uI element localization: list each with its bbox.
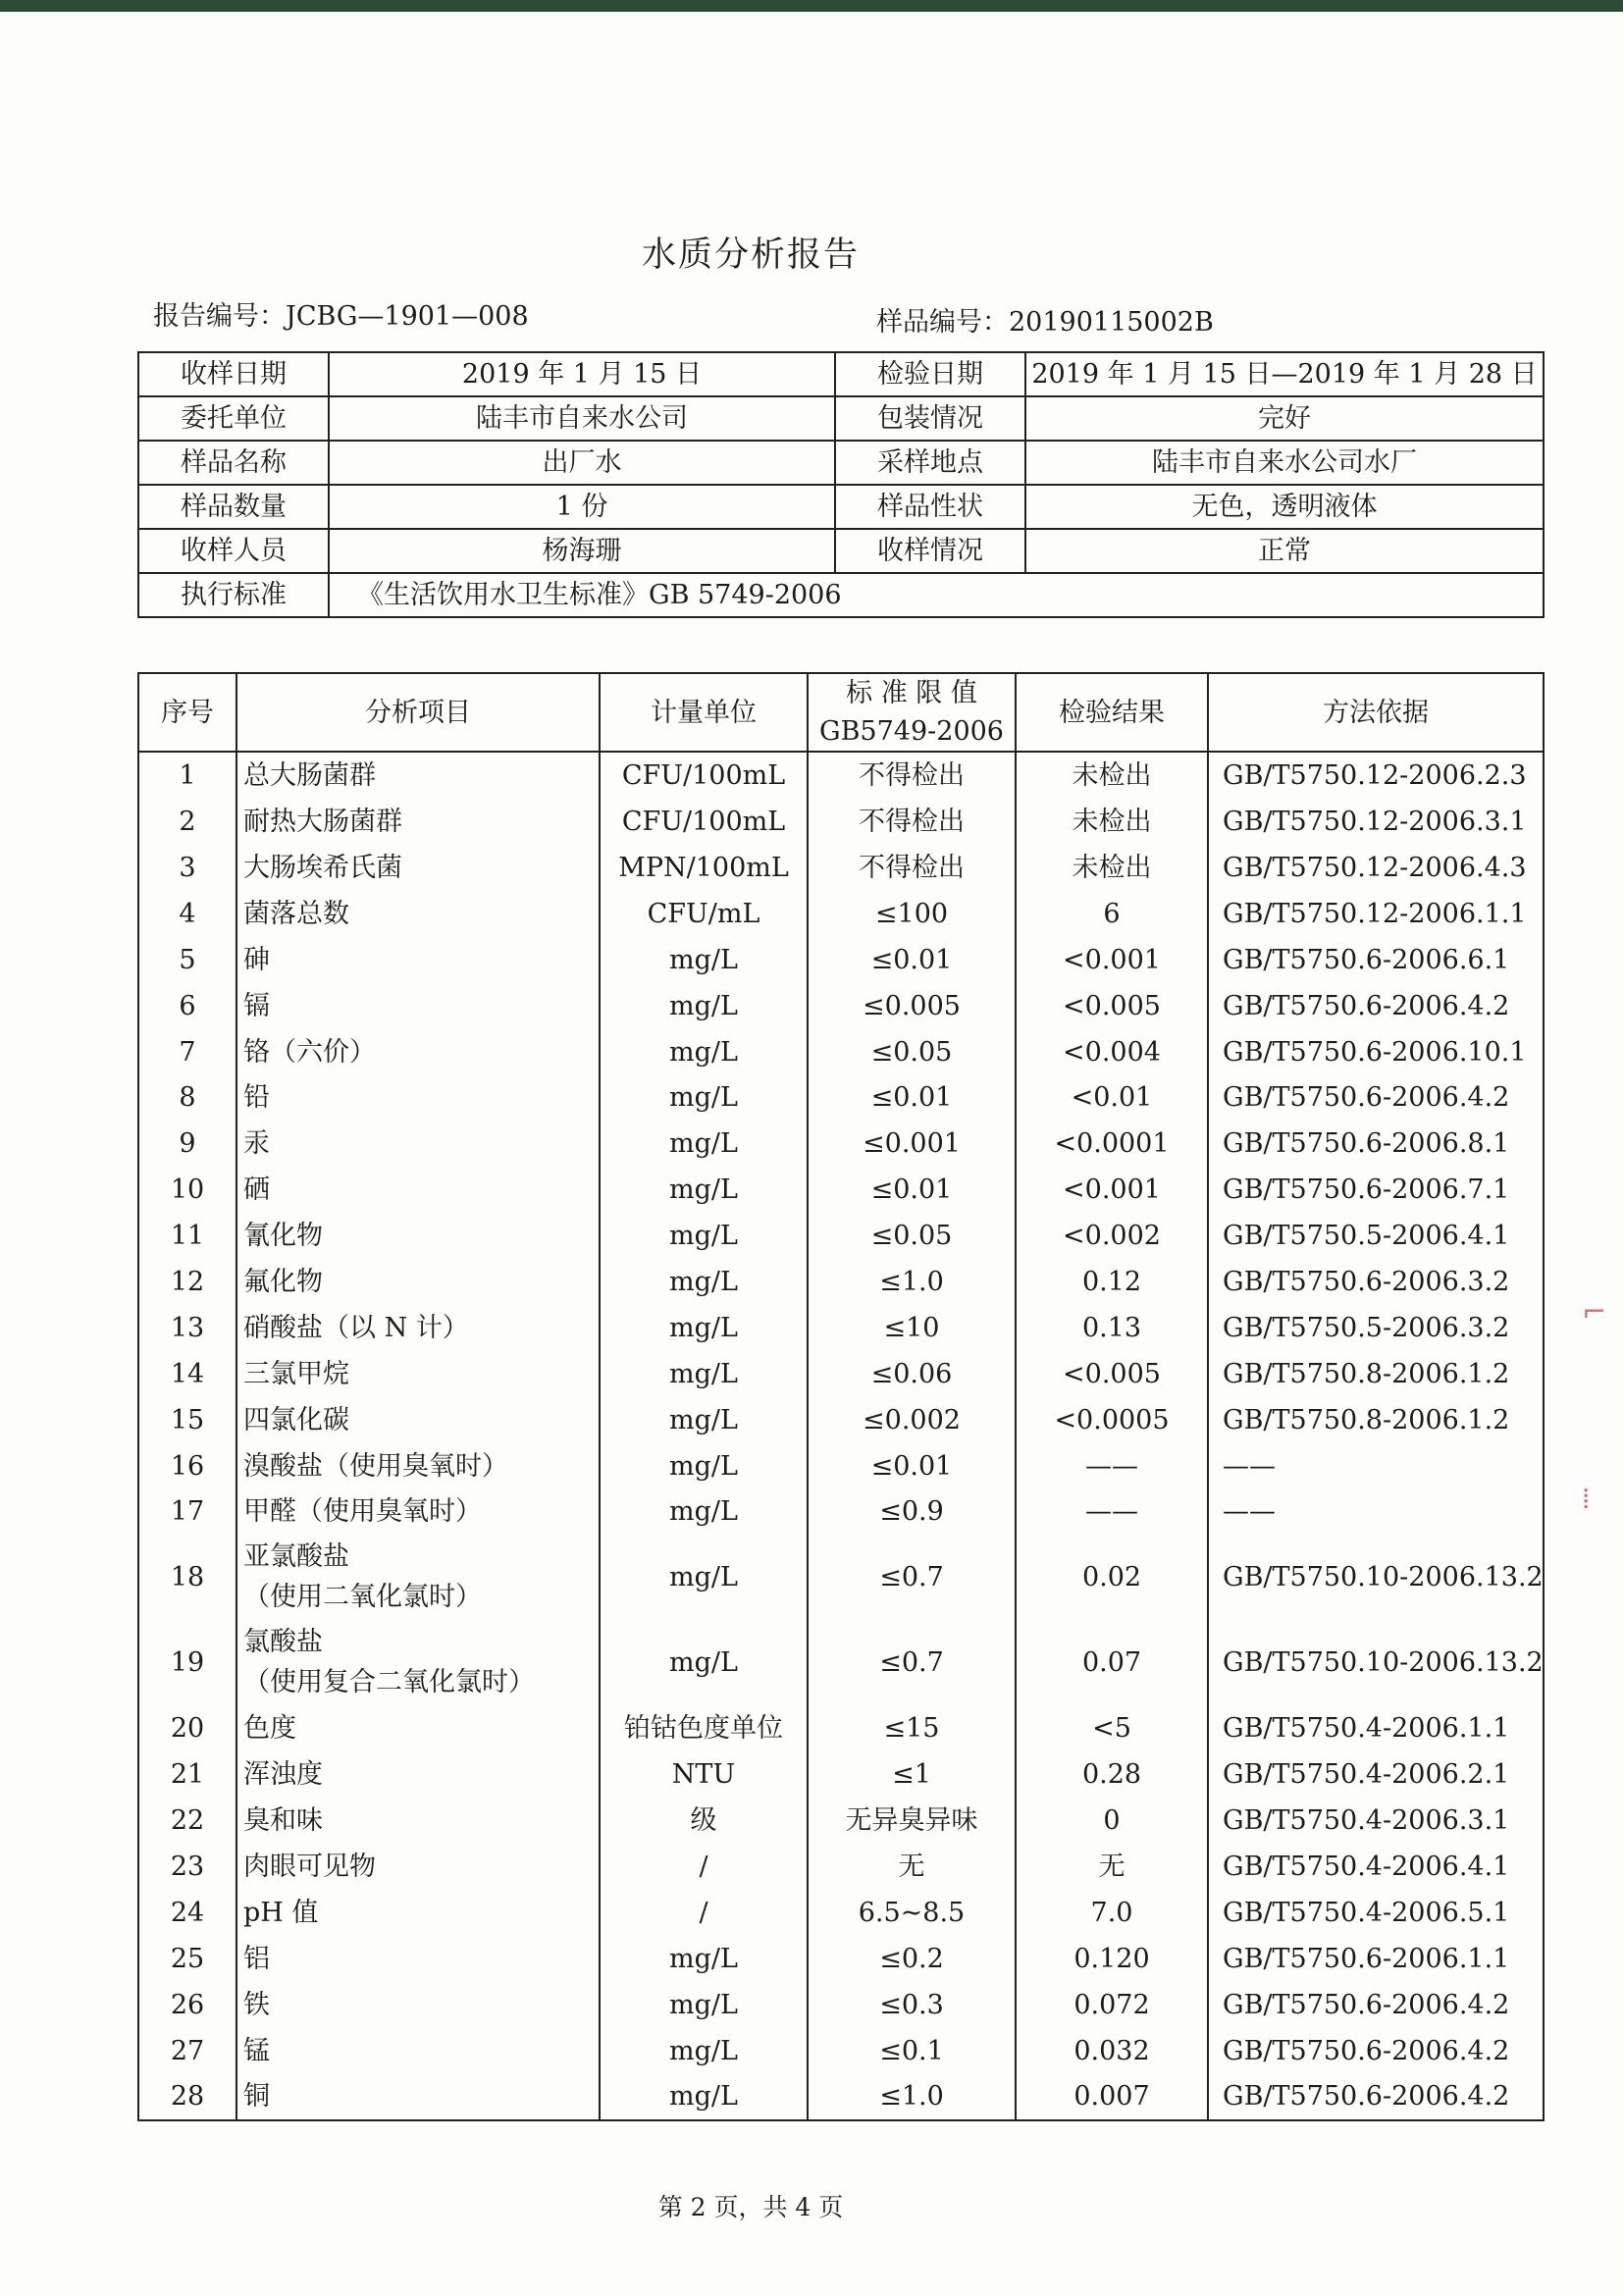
info-label: 收样日期 — [138, 352, 329, 396]
item-name: 硝酸盐（以 N 计） — [236, 1305, 600, 1351]
red-stamp-mark: ⌐ — [1582, 1295, 1607, 1330]
method-basis: GB/T5750.12-2006.3.1 — [1208, 799, 1544, 845]
test-result: 7.0 — [1016, 1890, 1208, 1936]
standard-limit: ≤0.7 — [808, 1535, 1016, 1620]
table-row — [138, 1121, 1544, 1167]
item-name: 耐热大肠菌群 — [236, 799, 600, 845]
row-number: 18 — [138, 1535, 236, 1620]
row-number: 23 — [138, 1844, 236, 1890]
unit: 级 — [600, 1798, 808, 1844]
standard-limit: 不得检出 — [808, 752, 1016, 799]
method-basis: GB/T5750.4-2006.2.1 — [1208, 1751, 1544, 1798]
table-row — [138, 1535, 1544, 1620]
item-name: 氟化物 — [236, 1259, 600, 1305]
info-row — [138, 529, 1544, 573]
standard-limit: ≤15 — [808, 1705, 1016, 1751]
header-no: 序号 — [138, 673, 236, 752]
row-number: 22 — [138, 1798, 236, 1844]
test-result: 0.07 — [1016, 1620, 1208, 1705]
info-label: 包装情况 — [835, 396, 1025, 441]
table-row — [138, 799, 1544, 845]
table-row — [138, 1213, 1544, 1259]
item-name: 菌落总数 — [236, 891, 600, 937]
standard-limit: 无异臭异味 — [808, 1798, 1016, 1844]
method-basis: GB/T5750.6-2006.4.2 — [1208, 983, 1544, 1029]
item-name: 铜 — [236, 2074, 600, 2121]
table-row — [138, 1075, 1544, 1122]
item-name: 大肠埃希氏菌 — [236, 845, 600, 891]
unit: mg/L — [600, 1121, 808, 1167]
table-row — [138, 1167, 1544, 1213]
item-name: pH 值 — [236, 1890, 600, 1936]
item-name-line2: （使用二氧化氯时） — [243, 1581, 482, 1612]
table-row — [138, 1489, 1544, 1536]
info-label: 采样地点 — [835, 441, 1025, 485]
info-value: 2019 年 1 月 15 日 — [329, 352, 835, 396]
row-number: 10 — [138, 1167, 236, 1213]
table-row — [138, 752, 1544, 799]
table-row — [138, 1798, 1544, 1844]
sample-number: 样品编号：20190115002B — [876, 307, 1214, 338]
table-row — [138, 2028, 1544, 2074]
results-table — [137, 672, 1544, 2121]
method-basis: GB/T5750.4-2006.5.1 — [1208, 1890, 1544, 1936]
standard-limit: ≤0.005 — [808, 983, 1016, 1029]
unit: mg/L — [600, 1259, 808, 1305]
test-result: <0.001 — [1016, 1167, 1208, 1213]
standard-limit: ≤10 — [808, 1305, 1016, 1351]
standard-limit: ≤1.0 — [808, 1259, 1016, 1305]
method-basis: GB/T5750.6-2006.10.1 — [1208, 1029, 1544, 1075]
info-row — [138, 441, 1544, 485]
table-row — [138, 937, 1544, 983]
item-name: 甲醛（使用臭氧时） — [236, 1489, 600, 1536]
unit: mg/L — [600, 1213, 808, 1259]
test-result: <0.002 — [1016, 1213, 1208, 1259]
standard-limit: ≤0.01 — [808, 1443, 1016, 1489]
unit: / — [600, 1844, 808, 1890]
item-name-line2: （使用复合二氧化氯时） — [243, 1666, 535, 1697]
item-name: 铬（六价） — [236, 1029, 600, 1075]
report-number: 报告编号：JCBG—1901—008 — [153, 301, 529, 332]
table-row — [138, 1844, 1544, 1890]
unit: mg/L — [600, 1535, 808, 1620]
info-value: 《生活饮用水卫生标准》GB 5749-2006 — [329, 573, 1544, 617]
results-header-row — [138, 673, 1544, 752]
header-limit — [808, 673, 1016, 752]
unit: mg/L — [600, 1029, 808, 1075]
method-basis: GB/T5750.6-2006.1.1 — [1208, 1936, 1544, 1982]
info-label: 样品名称 — [138, 441, 329, 485]
item-name: 总大肠菌群 — [236, 752, 600, 799]
test-result: 0.032 — [1016, 2028, 1208, 2074]
info-value: 出厂水 — [329, 441, 835, 485]
header-item: 分析项目 — [236, 673, 600, 752]
test-result: <0.005 — [1016, 1351, 1208, 1397]
item-name: 四氯化碳 — [236, 1397, 600, 1443]
method-basis: —— — [1208, 1489, 1544, 1536]
scan-top-edge — [0, 0, 1623, 12]
method-basis: GB/T5750.12-2006.2.3 — [1208, 752, 1544, 799]
standard-limit: 无 — [808, 1844, 1016, 1890]
table-row — [138, 1351, 1544, 1397]
info-label: 收样人员 — [138, 529, 329, 573]
standard-limit: ≤0.7 — [808, 1620, 1016, 1705]
standard-limit: ≤0.3 — [808, 1982, 1016, 2028]
method-basis: GB/T5750.12-2006.1.1 — [1208, 891, 1544, 937]
unit: mg/L — [600, 1489, 808, 1536]
info-label: 样品性状 — [835, 485, 1025, 529]
test-result: <5 — [1016, 1705, 1208, 1751]
item-name: 铝 — [236, 1936, 600, 1982]
table-row — [138, 1397, 1544, 1443]
header-limit-line1: 标 准 限 值 — [846, 678, 977, 708]
unit: mg/L — [600, 2074, 808, 2121]
test-result: 0.007 — [1016, 2074, 1208, 2121]
item-name-line1: 亚氯酸盐 — [243, 1541, 349, 1573]
table-row — [138, 1936, 1544, 1982]
test-result: <0.0005 — [1016, 1397, 1208, 1443]
item-name: 肉眼可见物 — [236, 1844, 600, 1890]
method-basis: GB/T5750.6-2006.4.2 — [1208, 2028, 1544, 2074]
table-row — [138, 2074, 1544, 2121]
item-name: 三氯甲烷 — [236, 1351, 600, 1397]
standard-limit: ≤0.01 — [808, 937, 1016, 983]
unit: CFU/mL — [600, 891, 808, 937]
method-basis: GB/T5750.6-2006.7.1 — [1208, 1167, 1544, 1213]
row-number: 27 — [138, 2028, 236, 2074]
item-name — [236, 1620, 600, 1705]
test-result: 0.13 — [1016, 1305, 1208, 1351]
unit: mg/L — [600, 937, 808, 983]
report-title: 水质分析报告 — [641, 235, 860, 275]
unit: mg/L — [600, 1443, 808, 1489]
row-number: 13 — [138, 1305, 236, 1351]
header-result: 检验结果 — [1016, 673, 1208, 752]
row-number: 15 — [138, 1397, 236, 1443]
unit: mg/L — [600, 1620, 808, 1705]
unit: 铂钴色度单位 — [600, 1705, 808, 1751]
item-name: 硒 — [236, 1167, 600, 1213]
test-result: 0 — [1016, 1798, 1208, 1844]
row-number: 8 — [138, 1075, 236, 1122]
test-result: <0.004 — [1016, 1029, 1208, 1075]
standard-limit: ≤0.01 — [808, 1075, 1016, 1122]
test-result: 0.072 — [1016, 1982, 1208, 2028]
item-name: 砷 — [236, 937, 600, 983]
test-result: 无 — [1016, 1844, 1208, 1890]
method-basis: GB/T5750.6-2006.3.2 — [1208, 1259, 1544, 1305]
test-result: 未检出 — [1016, 845, 1208, 891]
method-basis: GB/T5750.10-2006.13.2 — [1208, 1620, 1544, 1705]
test-result: <0.005 — [1016, 983, 1208, 1029]
test-result: 未检出 — [1016, 752, 1208, 799]
row-number: 2 — [138, 799, 236, 845]
standard-limit: ≤0.06 — [808, 1351, 1016, 1397]
unit: mg/L — [600, 1397, 808, 1443]
row-number: 25 — [138, 1936, 236, 1982]
red-stamp-mark: ⁞ — [1582, 1482, 1591, 1516]
test-result: <0.001 — [1016, 937, 1208, 983]
item-name: 锰 — [236, 2028, 600, 2074]
standard-limit: ≤0.001 — [808, 1121, 1016, 1167]
method-basis: GB/T5750.4-2006.3.1 — [1208, 1798, 1544, 1844]
table-row — [138, 1259, 1544, 1305]
row-number: 6 — [138, 983, 236, 1029]
standard-limit: 不得检出 — [808, 845, 1016, 891]
info-value: 完好 — [1025, 396, 1544, 441]
header-unit: 计量单位 — [600, 673, 808, 752]
item-name: 氰化物 — [236, 1213, 600, 1259]
table-row — [138, 1890, 1544, 1936]
sample-info-table — [137, 351, 1544, 618]
method-basis: GB/T5750.6-2006.4.2 — [1208, 2074, 1544, 2121]
unit: / — [600, 1890, 808, 1936]
row-number: 9 — [138, 1121, 236, 1167]
test-result: 6 — [1016, 891, 1208, 937]
row-number: 28 — [138, 2074, 236, 2121]
row-number: 4 — [138, 891, 236, 937]
info-row — [138, 573, 1544, 617]
item-name: 汞 — [236, 1121, 600, 1167]
info-value: 杨海珊 — [329, 529, 835, 573]
method-basis: GB/T5750.8-2006.1.2 — [1208, 1397, 1544, 1443]
unit: mg/L — [600, 2028, 808, 2074]
table-row — [138, 1443, 1544, 1489]
info-value: 陆丰市自来水公司 — [329, 396, 835, 441]
table-row — [138, 845, 1544, 891]
standard-limit: ≤0.2 — [808, 1936, 1016, 1982]
info-value: 陆丰市自来水公司水厂 — [1025, 441, 1544, 485]
test-result: <0.01 — [1016, 1075, 1208, 1122]
row-number: 12 — [138, 1259, 236, 1305]
info-label: 检验日期 — [835, 352, 1025, 396]
unit: mg/L — [600, 1982, 808, 2028]
info-label: 收样情况 — [835, 529, 1025, 573]
test-result: 0.12 — [1016, 1259, 1208, 1305]
standard-limit: ≤1 — [808, 1751, 1016, 1798]
unit: mg/L — [600, 1305, 808, 1351]
table-row — [138, 1751, 1544, 1798]
standard-limit: ≤0.05 — [808, 1213, 1016, 1259]
item-name — [236, 1535, 600, 1620]
test-result: 0.120 — [1016, 1936, 1208, 1982]
method-basis: GB/T5750.8-2006.1.2 — [1208, 1351, 1544, 1397]
method-basis: GB/T5750.5-2006.4.1 — [1208, 1213, 1544, 1259]
unit: MPN/100mL — [600, 845, 808, 891]
table-row — [138, 1620, 1544, 1705]
table-row — [138, 1305, 1544, 1351]
info-label: 执行标准 — [138, 573, 329, 617]
method-basis: GB/T5750.12-2006.4.3 — [1208, 845, 1544, 891]
method-basis: GB/T5750.4-2006.4.1 — [1208, 1844, 1544, 1890]
unit: CFU/100mL — [600, 799, 808, 845]
row-number: 14 — [138, 1351, 236, 1397]
row-number: 1 — [138, 752, 236, 799]
test-result: 0.28 — [1016, 1751, 1208, 1798]
method-basis: GB/T5750.6-2006.4.2 — [1208, 1982, 1544, 2028]
unit: NTU — [600, 1751, 808, 1798]
info-value: 2019 年 1 月 15 日—2019 年 1 月 28 日 — [1025, 352, 1544, 396]
table-row — [138, 1982, 1544, 2028]
info-value: 1 份 — [329, 485, 835, 529]
method-basis: GB/T5750.4-2006.1.1 — [1208, 1705, 1544, 1751]
standard-limit: 不得检出 — [808, 799, 1016, 845]
unit: mg/L — [600, 983, 808, 1029]
standard-limit: ≤0.9 — [808, 1489, 1016, 1536]
row-number: 21 — [138, 1751, 236, 1798]
info-row — [138, 352, 1544, 396]
info-value: 无色，透明液体 — [1025, 485, 1544, 529]
info-label: 样品数量 — [138, 485, 329, 529]
item-name: 铅 — [236, 1075, 600, 1122]
standard-limit: ≤0.1 — [808, 2028, 1016, 2074]
method-basis: GB/T5750.6-2006.8.1 — [1208, 1121, 1544, 1167]
info-row — [138, 485, 1544, 529]
row-number: 20 — [138, 1705, 236, 1751]
method-basis: GB/T5750.5-2006.3.2 — [1208, 1305, 1544, 1351]
unit: mg/L — [600, 1167, 808, 1213]
method-basis: —— — [1208, 1443, 1544, 1489]
standard-limit: 6.5~8.5 — [808, 1890, 1016, 1936]
header-limit-line2: GB5749-2006 — [819, 716, 1004, 748]
item-name: 溴酸盐（使用臭氧时） — [236, 1443, 600, 1489]
item-name: 镉 — [236, 983, 600, 1029]
row-number: 17 — [138, 1489, 236, 1536]
item-name: 色度 — [236, 1705, 600, 1751]
unit: mg/L — [600, 1936, 808, 1982]
info-value: 正常 — [1025, 529, 1544, 573]
page-number: 第 2 页，共 4 页 — [657, 2193, 844, 2221]
method-basis: GB/T5750.6-2006.6.1 — [1208, 937, 1544, 983]
row-number: 5 — [138, 937, 236, 983]
unit: CFU/100mL — [600, 752, 808, 799]
method-basis: GB/T5750.6-2006.4.2 — [1208, 1075, 1544, 1122]
standard-limit: ≤0.01 — [808, 1167, 1016, 1213]
info-label: 委托单位 — [138, 396, 329, 441]
row-number: 26 — [138, 1982, 236, 2028]
item-name: 浑浊度 — [236, 1751, 600, 1798]
table-row — [138, 891, 1544, 937]
test-result: —— — [1016, 1443, 1208, 1489]
item-name: 臭和味 — [236, 1798, 600, 1844]
header-method: 方法依据 — [1208, 673, 1544, 752]
table-row — [138, 1029, 1544, 1075]
row-number: 11 — [138, 1213, 236, 1259]
table-row — [138, 983, 1544, 1029]
standard-limit: ≤1.0 — [808, 2074, 1016, 2121]
test-result: 未检出 — [1016, 799, 1208, 845]
info-row — [138, 396, 1544, 441]
row-number: 19 — [138, 1620, 236, 1705]
unit: mg/L — [600, 1351, 808, 1397]
row-number: 7 — [138, 1029, 236, 1075]
test-result: —— — [1016, 1489, 1208, 1536]
item-name: 铁 — [236, 1982, 600, 2028]
table-row — [138, 1705, 1544, 1751]
test-result: 0.02 — [1016, 1535, 1208, 1620]
unit: mg/L — [600, 1075, 808, 1122]
row-number: 24 — [138, 1890, 236, 1936]
standard-limit: ≤100 — [808, 891, 1016, 937]
item-name-line1: 氯酸盐 — [243, 1627, 323, 1658]
row-number: 3 — [138, 845, 236, 891]
row-number: 16 — [138, 1443, 236, 1489]
standard-limit: ≤0.05 — [808, 1029, 1016, 1075]
standard-limit: ≤0.002 — [808, 1397, 1016, 1443]
test-result: <0.0001 — [1016, 1121, 1208, 1167]
method-basis: GB/T5750.10-2006.13.2 — [1208, 1535, 1544, 1620]
